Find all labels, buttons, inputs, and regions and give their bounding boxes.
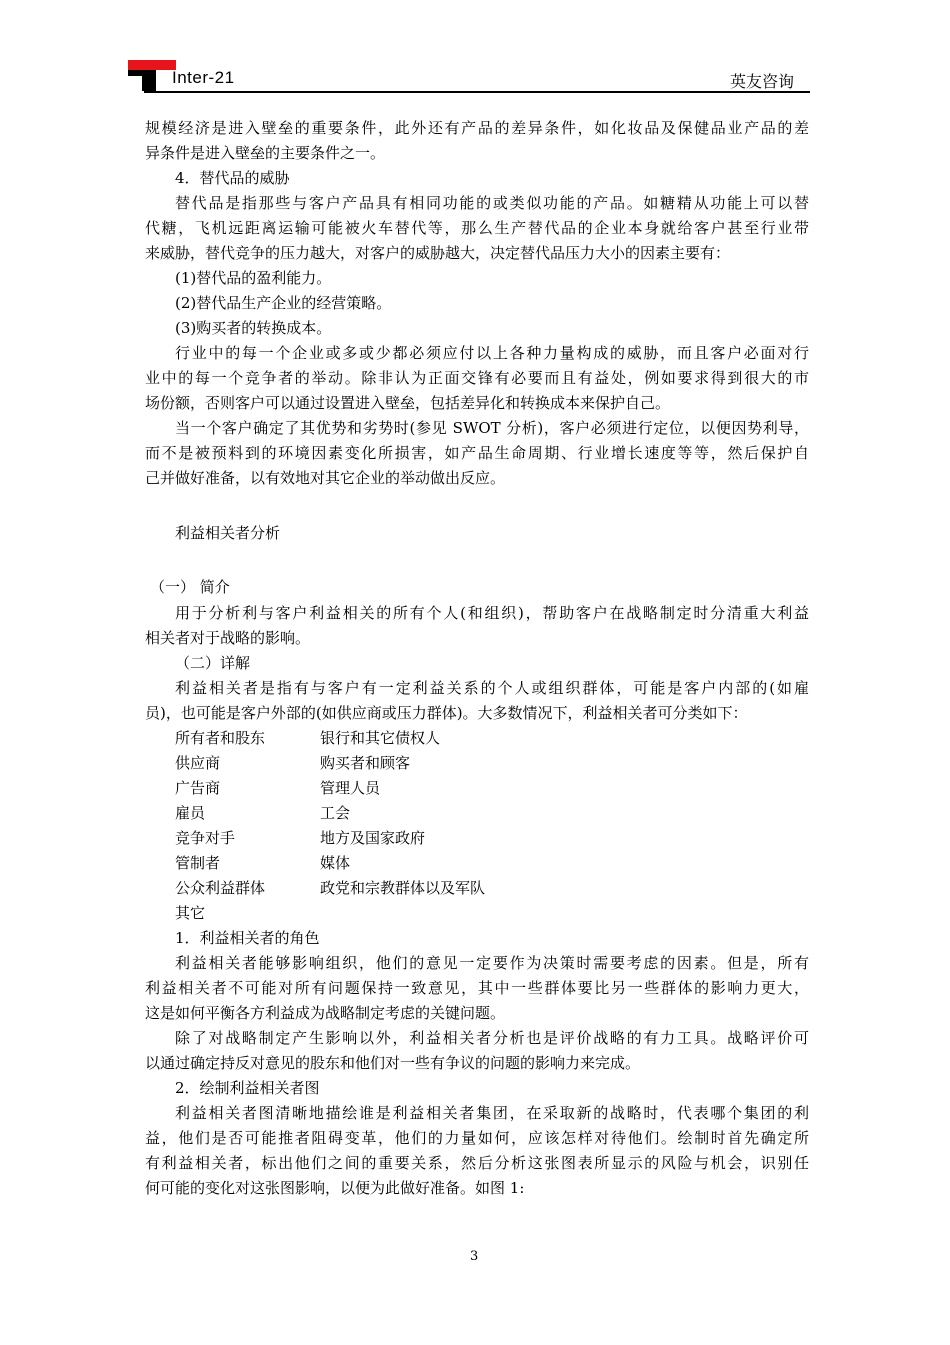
list-item: (3)购买者的转换成本。 (175, 319, 332, 337)
list-item: (2)替代品生产企业的经营策略。 (175, 294, 392, 312)
paragraph-line: 员)，也可能是客户外部的(如供应商或压力群体)。大多数情况下，利益相关者可分类如下： (145, 704, 748, 722)
paragraph-line: 用于分析利与客户利益相关的所有个人(和组织)，帮助客户在战略制定时分清重大利益 (175, 604, 809, 622)
header-company-name: 英友咨询 (729, 72, 794, 91)
subheading-substitute: 4．替代品的威胁 (175, 169, 290, 187)
stakeholder-item: 银行和其它债权人 (320, 729, 441, 747)
stakeholder-item: 公众利益群体 (175, 879, 266, 897)
stakeholder-item: 雇员 (175, 804, 206, 822)
page-number: 3 (470, 1249, 479, 1264)
paragraph-line: 己并做好准备，以有效地对其它企业的举动做出反应。 (145, 469, 506, 487)
stakeholder-item: 广告商 (175, 779, 221, 797)
paragraph-line: 场份额，否则客户可以通过设置进入壁垒，包括差异化和转换成本来保护自己。 (145, 394, 671, 412)
subheading-map: 2．绘制利益相关者图 (175, 1079, 320, 1097)
stakeholder-item: 管制者 (175, 854, 221, 872)
stakeholder-item: 媒体 (320, 854, 351, 872)
paragraph-line: 有利益相关者，标出他们之间的重要关系，然后分析这张图表所显示的风险与机会，识别任 (145, 1154, 809, 1172)
intro-heading: （一） 简介 (150, 578, 230, 596)
header-rule (144, 91, 810, 93)
paragraph-line: 这是如何平衡各方利益成为战略制定考虑的关键问题。 (145, 1004, 506, 1022)
logo-text: Inter-21 (172, 68, 235, 87)
list-item: (1)替代品的盈利能力。 (175, 269, 332, 287)
paragraph-line: 益，他们是否可能推者阻碍变革，他们的力量如何，应该怎样对待他们。绘制时首先确定所 (145, 1129, 809, 1147)
paragraph-line: 何可能的变化对这张图影响，以便为此做好准备。如图 1: (145, 1179, 525, 1197)
logo-red-bar (128, 60, 176, 70)
paragraph-line: 利益相关者能够影响组织，他们的意见一定要作为决策时需要考虑的因素。但是，所有 (175, 954, 809, 972)
paragraph-line: 以通过确定持反对意见的股东和他们对一些有争议的问题的影响力来完成。 (145, 1054, 641, 1072)
paragraph-line: 代糖，飞机远距离运输可能被火车替代等，那么生产替代品的企业本身就给客户甚至行业带 (145, 219, 809, 237)
paragraph-line: 规模经济是进入壁垒的重要条件，此外还有产品的差异条件，如化妆品及保健品业产品的差 (145, 119, 809, 137)
logo-black-stem (142, 70, 156, 91)
paragraph-line: 而不是被预料到的环境因素变化所损害，如产品生命周期、行业增长速度等等，然后保护自 (145, 444, 809, 462)
paragraph-line: 除了对战略制定产生影响以外，利益相关者分析也是评价战略的有力工具。战略评价可 (175, 1029, 809, 1047)
paragraph-line: 业中的每一个竞争者的举动。除非认为正面交锋有必要而且有益处，例如要求得到很大的市 (145, 369, 809, 387)
stakeholder-item: 供应商 (175, 754, 221, 772)
paragraph-line: 相关者对于战略的影响。 (145, 629, 311, 647)
paragraph-line: 利益相关者不可能对所有问题保持一致意见，其中一些群体要比另一些群体的影响力更大， (145, 979, 809, 997)
subheading-role: 1．利益相关者的角色 (175, 929, 320, 947)
stakeholder-item: 政党和宗教群体以及军队 (320, 879, 486, 897)
paragraph-line: 利益相关者图清晰地描绘谁是利益相关者集团，在采取新的战略时，代表哪个集团的利 (175, 1104, 809, 1122)
stakeholder-item: 工会 (320, 804, 351, 822)
detail-heading: （二）详解 (175, 654, 251, 672)
paragraph-line: 来威胁，替代竞争的压力越大，对客户的威胁越大，决定替代品压力大小的因素主要有： (145, 244, 731, 262)
paragraph-line: 行业中的每一个企业或多或少都必须应付以上各种力量构成的威胁，而且客户必面对行 (175, 344, 809, 362)
paragraph-line: 利益相关者是指有与客户有一定利益关系的个人或组织群体，可能是客户内部的(如雇 (175, 679, 809, 697)
paragraph-line: 异条件是进入壁垒的主要条件之一。 (145, 144, 386, 162)
paragraph-line: 当一个客户确定了其优势和劣势时(参见 SWOT 分析)，客户必须进行定位，以便因势利导， (175, 419, 809, 437)
stakeholder-item: 所有者和股东 (175, 729, 266, 747)
section-title: 利益相关者分析 (175, 524, 281, 542)
stakeholder-item: 管理人员 (320, 779, 381, 797)
stakeholder-item: 竞争对手 (175, 829, 236, 847)
paragraph-line: 替代品是指那些与客户产品具有相同功能的或类似功能的产品。如糖精从功能上可以替 (175, 194, 809, 212)
stakeholder-item: 购买者和顾客 (320, 754, 411, 772)
page-header (128, 58, 810, 94)
stakeholder-item: 其它 (175, 904, 206, 922)
stakeholder-item: 地方及国家政府 (320, 829, 426, 847)
